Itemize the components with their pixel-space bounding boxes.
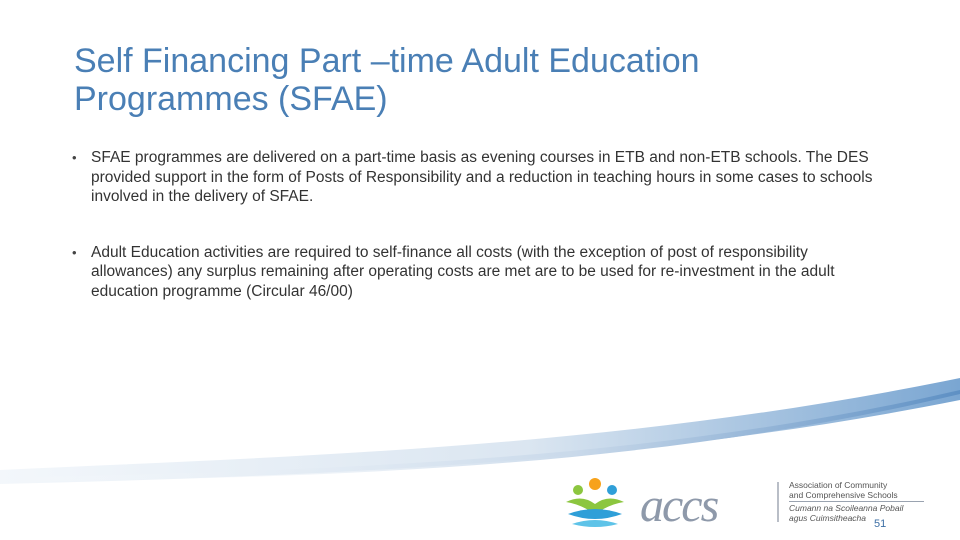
bullet-list (72, 148, 892, 338)
logo-rule (789, 501, 924, 502)
slide-title: Self Financing Part –time Adult Education Programmes (SFAE) (74, 42, 700, 118)
logo-acronym: accs (640, 479, 718, 532)
bullet-marker: • (72, 244, 77, 260)
logo-divider (777, 482, 779, 522)
logo-name-ga-line1: Cumann na Scoileanna Pobail (789, 503, 904, 513)
bullet-text: Adult Education activities are required to self-finance all costs (with the exception of post of responsibility allowances) any surplus remaining after operating costs are met are to be used for re-investment in the adult education programme (Circular 46/00) (91, 243, 835, 300)
logo-name-ga-line2: agus Cuimsitheacha (789, 513, 867, 523)
page-number: 51 (874, 518, 887, 530)
bullet-marker: • (72, 150, 77, 165)
logo-name-en-line2: and Comprehensive Schools (789, 490, 898, 500)
logo-name-english (789, 480, 898, 500)
bullet-text: SFAE programmes are delivered on a part-time basis as evening courses in ETB and non-ETB schools. The DES provided support in the form of Posts of Responsibility and a reduction in teaching hours in some cases to schools involved in the delivery of SFAE. (91, 149, 873, 206)
bullet-item (72, 148, 892, 207)
people-figures-icon (560, 474, 630, 532)
bullet-item (72, 243, 892, 302)
logo-name-en-line1: Association of Community (789, 480, 888, 490)
